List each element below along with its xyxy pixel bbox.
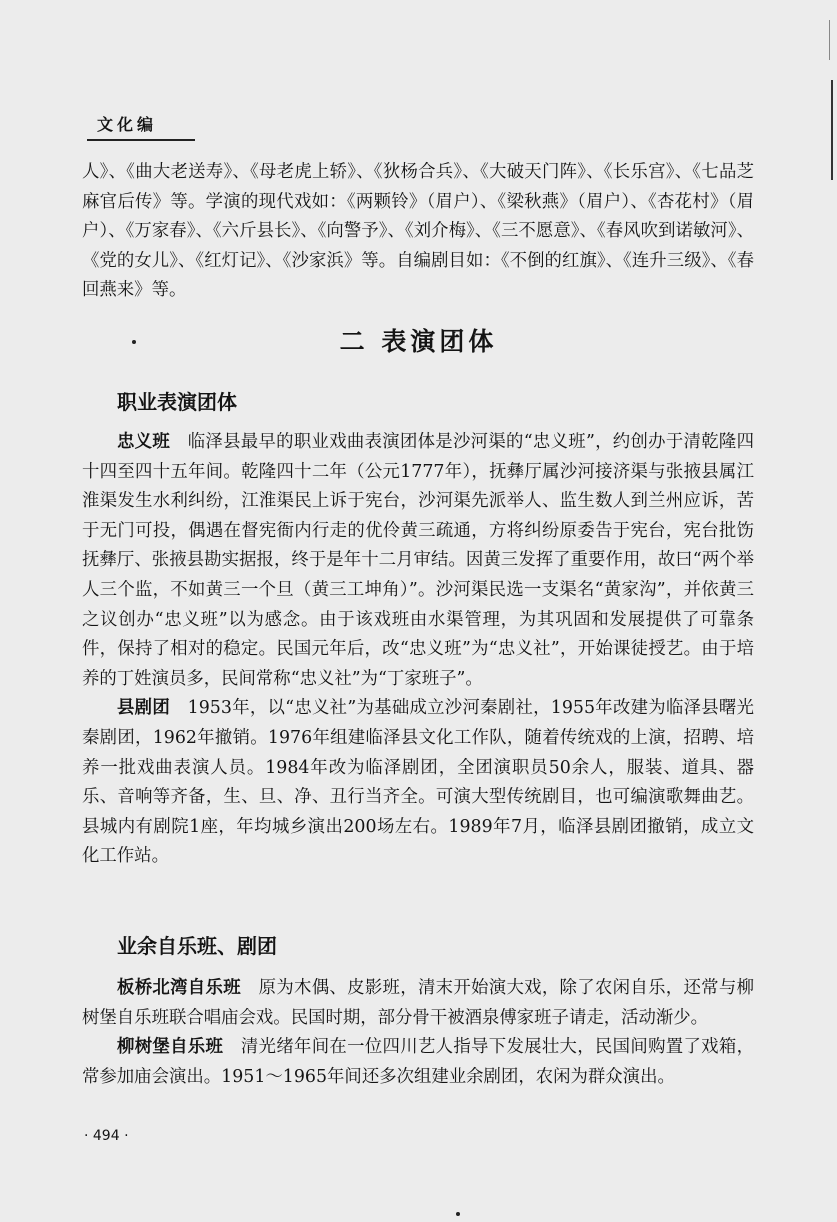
entry-text: 临泽县最早的职业戏曲表演团体是沙河渠的“忠义班”，约创办于清乾隆四十四至四十五年间。乾隆四十二年（公元1777年），抚彝厅属沙河接济渠与张掖县属江淮渠发生水利纠纷，江淮渠民上诉于宪台，沙河渠先派举人、监生数人到兰州应诉，苦于无门可投，偶遇在督宪衙内行走的优伶黄三疏通，方将纠纷原委告于宪台，宪台批饬抚彝厅、张掖县勘实据报，终于是年十二月审结。因黄三发挥了重要作用，故曰“两个举人三个监，不如黄三一个旦（黄三工坤角）”。沙河渠民选一支渠名“黄家沟”，并依黄三之议创办“忠义班”以为感念。由于该戏班由水渠管理，为其巩固和发展提供了可靠条件，保持了相对的稳定。民国元年后，改“忠义班”为“忠义社”，开始课徒授艺。由于培养的丁姓演员多，民间常称“忠义社”为“丁家班子”。 [82, 432, 754, 689]
subsection-heading-professional: 职业表演团体 [117, 390, 237, 414]
scan-speck [456, 1212, 460, 1216]
scan-edge-line [831, 80, 833, 180]
entry-text: 原为木偶、皮影班，清末开始演大戏，除了农闲自乐，还常与柳树堡自乐班联合唱庙会戏。民国时期，部分骨干被酒泉傅家班子请走，活动渐少。 [82, 978, 754, 1028]
scan-speck [132, 340, 136, 344]
entry-liushubao [82, 1033, 754, 1092]
professional-entries [82, 428, 754, 872]
continuation-paragraph: 人》、《曲大老送寿》、《母老虎上轿》、《狄杨合兵》、《大破天门阵》、《长乐宫》、《七品芝麻官后传》等。学演的现代戏如：《两颗铃》（眉户）、《梁秋燕》（眉户）、《杏花村》（眉户）、《万家春》、《六斤县长》、《向警予》、《刘介梅》、《三不愿意》、《春风吹到诺敏河》、《党的女儿》、《红灯记》、《沙家浜》等。自编剧目如：《不倒的红旗》、《连升三级》、《春回燕来》等。 [82, 162, 754, 301]
scan-edge-line [829, 20, 830, 60]
entry-text: 1953年，以“忠义社”为基础成立沙河秦剧社，1955年改建为临泽县曙光秦剧团，1962年撤销。1976年组建临泽县文化工作队，随着传统戏的上演，招聘、培养一批戏曲表演人员。1984年改为临泽剧团，全团演职员50余人，服装、道具、器乐、音响等齐备，生、旦、净、丑行当齐全。可演大型传统剧目，也可编演歌舞曲艺。县城内有剧院1座，年均城乡演出200场左右。1989年7月，临泽县剧团撤销，成立文化工作站。 [82, 698, 754, 867]
subsection-heading-amateur: 业余自乐班、剧团 [117, 934, 277, 958]
amateur-entries [82, 974, 754, 1092]
continuation-block [82, 158, 754, 306]
entry-text: 清光绪年间在一位四川艺人指导下发展壮大，民国间购置了戏箱，常参加庙会演出。1951～1965年间还多次组建业余剧团，农闲为群众演出。 [82, 1037, 754, 1087]
entry-lead: 柳树堡自乐班 [117, 1037, 224, 1058]
section-title: 二 表演团体 [339, 327, 498, 356]
entry-county-troupe [82, 694, 754, 872]
scan-edge [827, 0, 837, 1222]
page-number: · 494 · [84, 1128, 129, 1144]
entry-lead: 板桥北湾自乐班 [117, 978, 241, 998]
entry-lead: 县剧团 [117, 698, 170, 719]
entry-lead: 忠义班 [117, 432, 171, 452]
entry-banqiao-beiwan [82, 974, 754, 1033]
entry-zhongyiban [82, 428, 754, 694]
running-header: 文化编 [87, 112, 195, 141]
